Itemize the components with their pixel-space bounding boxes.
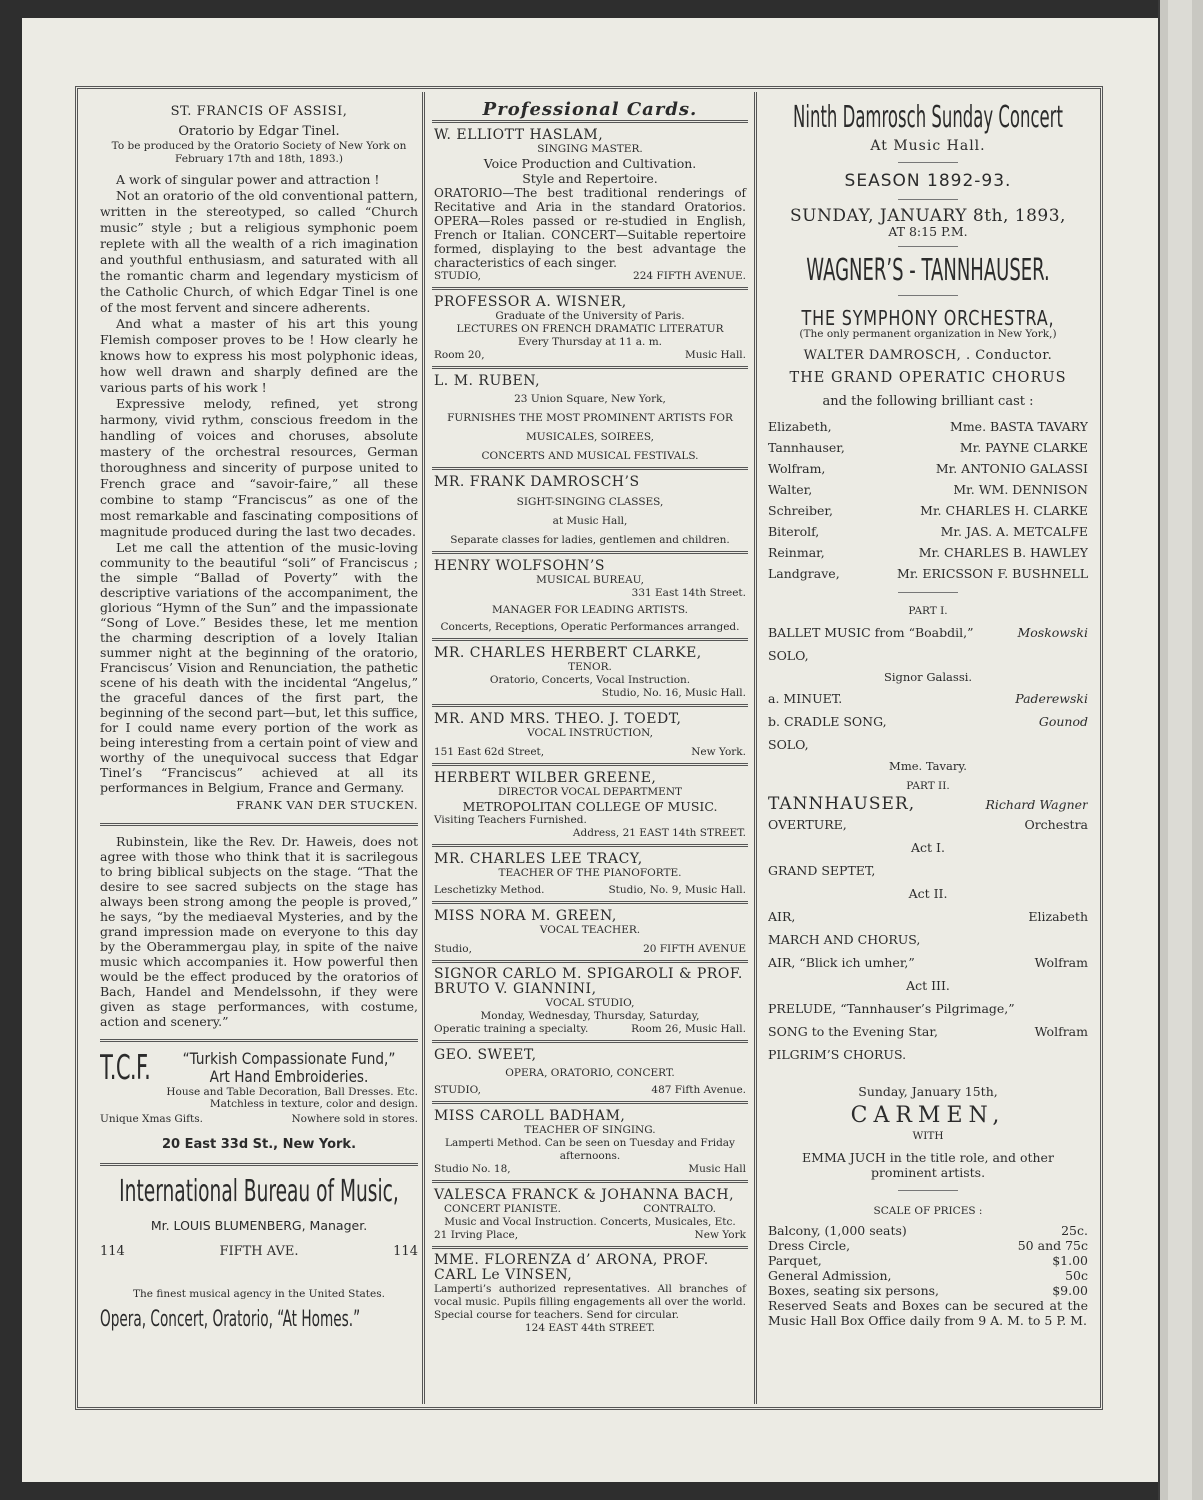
next-concert-date: Sunday, January 15th, [858, 1084, 998, 1099]
program-composer: Paderewski [1015, 691, 1088, 706]
program-performer: Wolfram [1034, 955, 1088, 970]
program-artist: Mme. Tavary. [889, 759, 967, 773]
card-footer [434, 943, 746, 956]
card-greene [432, 763, 748, 844]
program-item [768, 997, 1088, 1020]
card-footer-left: 151 East 62d Street, [434, 746, 545, 758]
card-footer-left: 21 Irving Place, [434, 1229, 519, 1241]
professional-cards-heading: Professional Cards. [482, 99, 698, 120]
article-note: To be produced by the Oratorio Society of New York on February 17th and 18th, 1893.) [111, 140, 407, 165]
concert-date: SUNDAY, JANUARY 8th, 1893, [790, 206, 1066, 226]
card-line: Concerts, Receptions, Operatic Performances arranged. [440, 621, 740, 633]
divider [898, 199, 958, 200]
cast-singer: Mr. PAYNE CLARKE [959, 440, 1088, 455]
ibm-street: FIFTH AVE. [219, 1244, 299, 1259]
article-paragraph: And what a master of his art this young Flemish composer proves to be ! How clearly he knows how to express his most polyphonic ideas, how well drawn and sharply defined are the various parts of his work ! [100, 316, 418, 395]
card-line: DIRECTOR VOCAL DEPARTMENT [497, 786, 683, 798]
program-composer: Moskowski [1017, 625, 1088, 640]
program-piece: OVERTURE, [768, 817, 847, 832]
price-label: Parquet, [768, 1253, 822, 1268]
card-line: 23 Union Square, New York, [514, 393, 666, 405]
card-ruben [432, 366, 748, 467]
divider [898, 592, 958, 593]
price-label: Dress Circle, [768, 1238, 851, 1253]
cast-singer: Mr. CHARLES B. HAWLEY [918, 545, 1088, 560]
card-wolfsohn [432, 551, 748, 638]
prices-heading: SCALE OF PRICES : [873, 1205, 983, 1217]
card-line: Visiting Teachers Furnished. [434, 814, 587, 826]
card-line: VOCAL INSTRUCTION, [527, 727, 653, 739]
program-piece: MARCH AND CHORUS, [768, 932, 921, 947]
act-heading: Act II. [908, 886, 948, 901]
card-footer-right: New York [694, 1229, 746, 1241]
cast-singer: Mme. BASTA TAVARY [950, 419, 1088, 434]
card-line: Voice Production and Cultivation. [483, 156, 697, 171]
cast-row [768, 416, 1088, 437]
divider [898, 1190, 958, 1191]
card-line: VOCAL TEACHER. [539, 924, 641, 936]
card-line: 331 East 14th Street. [631, 587, 746, 599]
price-row [768, 1283, 1088, 1298]
cast-singer: Mr. JAS. A. METCALFE [940, 524, 1088, 539]
price-label: Balcony, (1,000 seats) [768, 1223, 907, 1238]
part-heading: PART II. [906, 780, 950, 792]
next-concert-with: WITH [912, 1130, 944, 1142]
orchestra: THE SYMPHONY ORCHESTRA, [801, 306, 1055, 330]
card-footer [434, 270, 746, 283]
card-wisner [432, 287, 748, 366]
divider [898, 246, 958, 247]
card-footer [434, 1023, 746, 1036]
card-sweet [432, 1040, 748, 1101]
card-name: PROFESSOR A. WISNER, [434, 294, 627, 310]
card-line: 124 EAST 44th STREET. [524, 1322, 656, 1334]
card-footer-left: Studio No. 18, [434, 1163, 511, 1175]
program-item [768, 710, 1088, 733]
article-paragraph: Let me call the attention of the music-loving community to the beautiful “soli” of Franciscus ; the simple “Ballad of Poverty” with the descriptive variations of the accompaniment, the glorious “Hymn of the Sun” and the impassionate “Song of Love.” Besides these, let me mention the charming description of a lovely Italian summer night at the beginning of the oratorio, Franciscus’ Vision and Renunciation, the pathetic scene of his death with the incidental “Angelus,” the graceful dances of the first part, the beginning of the second part—but, let this suffice, for I could name every portion of the work as being interesting from a certain point of view and worthy of the unequivocal success that Edgar Tinel’s “Franciscus” achieved at all its performances in Belgium, France and Germany. [100, 540, 418, 795]
cast-singer: Mr. WM. DENNISON [953, 482, 1088, 497]
program-piece: SOLO, [768, 648, 809, 663]
card-line: SINGING MASTER. [537, 143, 643, 155]
card-line: Every Thursday at 11 a. m. [517, 336, 663, 348]
program-piece: PILGRIM’S CHORUS. [768, 1047, 907, 1062]
program-piece: AIR, [768, 909, 796, 924]
cast-role: Elizabeth, [768, 419, 832, 434]
card-green [432, 901, 748, 960]
program-composer: Richard Wagner [985, 797, 1088, 812]
card-line: OPERA, ORATORIO, CONCERT. [505, 1067, 675, 1079]
cast-role: Wolfram, [768, 461, 826, 476]
act-heading: Act I. [911, 840, 945, 855]
card-line: METROPOLITAN COLLEGE OF MUSIC. [462, 799, 718, 814]
cast-row [768, 542, 1088, 563]
card-line: CONCERTS AND MUSICAL FESTIVALS. [481, 450, 699, 462]
card-footer-left: STUDIO, [434, 1084, 481, 1096]
ibm-number-left: 114 [100, 1244, 125, 1259]
card-line: Lamperti’s authorized representatives. All branches of vocal music. Pupils filling engagements all over the world. Special course for teachers. Send for circular. [434, 1283, 746, 1321]
card-line: MUSICAL BUREAU, [536, 574, 644, 586]
program-title: WAGNER’S - TANNHAUSER. [806, 253, 1050, 288]
card-line [434, 1203, 746, 1216]
cast-singer: Mr. ERICSSON F. BUSHNELL [897, 566, 1088, 581]
card-line: TEACHER OF SINGING. [524, 1124, 656, 1136]
tcf-title: “Turkish Compassionate Fund,” [182, 1049, 396, 1068]
card-footer [434, 1084, 746, 1097]
act-heading: Act III. [906, 978, 950, 993]
card-toedt [432, 704, 748, 763]
card-footer-right: 20 FIFTH AVENUE [643, 943, 746, 955]
divider [898, 295, 958, 296]
cast-intro: and the following brilliant cast : [822, 394, 1034, 409]
program-piece: AIR, “Blick ich umher,” [768, 955, 915, 970]
program-piece: a. MINUET. [768, 691, 843, 706]
cast-row [768, 479, 1088, 500]
card-line: Graduate of the University of Paris. [495, 310, 685, 322]
orchestra-note: (The only permanent organization in New York,) [799, 328, 1057, 340]
program-item [768, 644, 1088, 667]
card-name: MR. CHARLES LEE TRACY, [434, 851, 643, 867]
program-item [768, 621, 1088, 644]
price-row [768, 1253, 1088, 1268]
divider [100, 1039, 418, 1042]
program-piece: SONG to the Evening Star, [768, 1024, 938, 1039]
card-name: MISS CAROLL BADHAM, [434, 1108, 626, 1124]
program-piece: TANNHAUSER, [768, 794, 916, 814]
cast-role: Landgrave, [768, 566, 840, 581]
card-line: TENOR. [568, 661, 612, 673]
column-right [768, 92, 1088, 1404]
card-line: Oratorio, Concerts, Vocal Instruction. [489, 674, 691, 686]
card-haslam [432, 120, 748, 287]
card-tracy [432, 844, 748, 901]
price-value: $9.00 [1052, 1283, 1088, 1298]
chorus: THE GRAND OPERATIC CHORUS [789, 370, 1067, 386]
price-value: 25c. [1061, 1223, 1088, 1238]
cast-row [768, 500, 1088, 521]
card-body: ORATORIO—The best traditional renderings of Recitative and Aria in the standard Oratorios. OPERA—Roles passed or re-studied in English, French or Italian. CONCERT—Suitable repertoire formed, displaying to the best advantage the characteristics of each singer. [434, 186, 746, 270]
card-line-left: CONCERT PIANISTE. [444, 1203, 561, 1215]
program-item [768, 1020, 1088, 1043]
card-spigaroli [432, 960, 748, 1040]
card-footer-left: Studio, [434, 943, 472, 955]
program-piece: BALLET MUSIC from “Boabdil,” [768, 625, 974, 640]
card-line: at Music Hall, [552, 515, 628, 527]
ibm-title: International Bureau of Music, [119, 1174, 399, 1209]
program-item [768, 796, 1088, 813]
article-subtitle: Oratorio by Edgar Tinel. [178, 124, 340, 139]
card-footer-left: Leschetizky Method. [434, 884, 545, 896]
program-piece: GRAND SEPTET, [768, 863, 876, 878]
part-heading: PART I. [908, 605, 948, 617]
card-name: HERBERT WILBER GREENE, [434, 770, 657, 786]
card-footer-left: Room 20, [434, 349, 485, 361]
tcf-advertisement [100, 1050, 418, 1110]
concert-venue: At Music Hall. [870, 138, 986, 154]
card-footer-right: Music Hall [688, 1163, 746, 1175]
program-item [768, 905, 1088, 928]
divider [100, 823, 418, 826]
article-paragraph: Not an oratorio of the old conventional pattern, written in the stereotyped, so called “Church music” style ; but a religious symphonic poem replete with all the wealth of a rich imagination and youthful enthusiasm, and saturated with all the romantic charm and legendary mysticism of the Catholic Church, of which Edgar Tinel is one of the most fervent and sincere adherents. [100, 188, 418, 315]
program-item [768, 1043, 1088, 1066]
conductor: WALTER DAMROSCH, . Conductor. [803, 348, 1053, 363]
card-footer-right: 224 FIFTH AVENUE. [633, 270, 746, 282]
page-fold [1168, 0, 1192, 1500]
cast-row [768, 563, 1088, 584]
card-name: GEO. SWEET, [434, 1047, 537, 1063]
card-footer-right: New York. [691, 746, 746, 758]
divider [898, 162, 958, 163]
card-footer-right: 487 Fifth Avenue. [651, 1084, 746, 1096]
card-footer [434, 349, 746, 362]
price-value: 50 and 75c [1017, 1238, 1088, 1253]
price-label: Boxes, seating six persons, [768, 1283, 940, 1298]
card-line: LECTURES ON FRENCH DRAMATIC LITERATUR [456, 323, 724, 335]
program-artist: Signor Galassi. [883, 670, 973, 684]
card-line-right: CONTRALTO. [643, 1203, 716, 1215]
program-item [768, 813, 1088, 836]
card-name: HENRY WOLFSOHN’S [434, 558, 605, 574]
tcf-subtitle: Art Hand Embroideries. [209, 1067, 369, 1086]
card-line: TEACHER OF THE PIANOFORTE. [498, 867, 682, 879]
next-concert-artists: EMMA JUCH in the title role, and other prominent artists. [802, 1150, 1054, 1180]
cast-row [768, 458, 1088, 479]
card-name: MR. AND MRS. THEO. J. TOEDT, [434, 711, 682, 727]
card-line: Lamperti Method. Can be seen on Tuesday and Friday afternoons. [444, 1137, 735, 1162]
card-arona [432, 1246, 748, 1339]
card-footer [434, 1163, 746, 1176]
card-line: MANAGER FOR LEADING ARTISTS. [491, 604, 689, 616]
price-row [768, 1268, 1088, 1283]
program-piece: PRELUDE, “Tannhauser’s Pilgrimage,” [768, 1001, 1015, 1016]
column-divider-2 [754, 92, 757, 1404]
reserved-seats-note: Reserved Seats and Boxes can be secured at the Music Hall Box Office daily from 9 A. M. to 5 P. M. [768, 1298, 1088, 1328]
card-name: MR. CHARLES HERBERT CLARKE, [434, 645, 702, 661]
ibm-number-right: 114 [393, 1244, 418, 1259]
card-footer-right: Music Hall. [685, 349, 746, 361]
tcf-stores: Nowhere sold in stores. [291, 1113, 418, 1125]
next-page-edge [1158, 0, 1203, 1500]
cast-role: Tannhauser, [768, 440, 845, 455]
card-name: SIGNOR CARLO M. SPIGAROLI & PROF. BRUTO V. GIANNINI, [434, 966, 743, 997]
ibm-description: The finest musical agency in the United States. [133, 1288, 385, 1300]
cast-row [768, 437, 1088, 458]
concert-season: SEASON 1892-93. [844, 171, 1012, 191]
card-name: L. M. RUBEN, [434, 373, 541, 389]
program-item [768, 687, 1088, 710]
card-footer [434, 746, 746, 759]
card-name: MISS NORA M. GREEN, [434, 908, 617, 924]
column-left [100, 92, 418, 1404]
article-paragraph: A work of singular power and attraction ! [116, 172, 380, 187]
program-item [768, 733, 1088, 756]
tcf-body [160, 1050, 418, 1110]
card-damrosch [432, 467, 748, 551]
card-line: Separate classes for ladies, gentlemen and children. [450, 534, 730, 546]
next-concert-title: CARMEN, [850, 1103, 1006, 1128]
price-label: General Admission, [768, 1268, 892, 1283]
column-middle [432, 92, 748, 1404]
card-footer-right: Room 26, Music Hall. [631, 1023, 746, 1035]
card-name: MR. FRANK DAMROSCH’S [434, 474, 640, 490]
card-line: MUSICALES, SOIREES, [525, 431, 655, 443]
price-value: 50c [1065, 1268, 1088, 1283]
card-line: VOCAL STUDIO, [545, 997, 635, 1009]
price-row [768, 1238, 1088, 1253]
card-name: W. ELLIOTT HASLAM, [434, 127, 604, 143]
card-line: FURNISHES THE MOST PROMINENT ARTISTS FOR [447, 412, 733, 424]
article-paragraph: Expressive melody, refined, yet strong harmony, vivid rythm, conscious freedom in the handling of voices and choruses, absolute mastery of the orchestral resources, German thoroughness and sincerity of purpose united to French grace and “savoir-faire,” all these combine to stamp “Franciscus” as one of the most remarkable and fascinating compositions of magnitude produced during the last two decades. [100, 396, 418, 539]
cast-singer: Mr. ANTONIO GALASSI [935, 461, 1088, 476]
card-name: VALESCA FRANCK & JOHANNA BACH, [434, 1187, 735, 1203]
card-footer-left: STUDIO, [434, 270, 481, 282]
program-performer: Wolfram [1034, 1024, 1088, 1039]
card-badham [432, 1101, 748, 1180]
card-clarke [432, 638, 748, 704]
cast-role: Biterolf, [768, 524, 820, 539]
tcf-logo: T.C.F. [100, 1048, 151, 1088]
article-signature: FRANK VAN DER STUCKEN. [236, 798, 418, 812]
card-line: Studio, No. 16, Music Hall. [601, 687, 746, 699]
ibm-manager: Mr. LOUIS BLUMENBERG, Manager. [150, 1218, 368, 1233]
cast-row [768, 521, 1088, 542]
rubinstein-paragraph: Rubinstein, like the Rev. Dr. Haweis, does not agree with those who think that it is sacrilegous to bring biblical subjects on the stage. “That the desire to see sacred subjects on the stage has always been strong among the people is proved,” he says, “by the mediaeval Mysteries, and by the grand impression made on everyone to this day by the Oberammergau play, in spite of the naive music which accompanies it. How powerful then would be the effect produced by the oratorios of Bach, Handel and Mendelssohn, if they were given as stage performances, with costume, action and scenery.” [100, 834, 418, 1029]
price-value: $1.00 [1052, 1253, 1088, 1268]
price-row [768, 1223, 1088, 1238]
program-item [768, 951, 1088, 974]
program-performer: Orchestra [1024, 817, 1088, 832]
card-name: MME. FLORENZA d’ ARONA, PROF. CARL Le VINSEN, [434, 1252, 709, 1283]
tcf-address: 20 East 33d St., New York. [161, 1137, 357, 1152]
program-item [768, 928, 1088, 951]
card-footer [434, 1229, 746, 1242]
cast-singer: Mr. CHARLES H. CLARKE [920, 503, 1088, 518]
tcf-gifts: Unique Xmas Gifts. [100, 1113, 204, 1125]
divider [100, 1163, 418, 1166]
program-performer: Elizabeth [1028, 909, 1088, 924]
cast-role: Schreiber, [768, 503, 833, 518]
program-item [768, 859, 1088, 882]
ibm-tagline: Opera, Concert, Oratorio, “At Homes.” [100, 1307, 361, 1332]
card-line: SIGHT-SINGING CLASSES, [516, 496, 664, 508]
program-composer: Gounod [1038, 714, 1088, 729]
card-line: Monday, Wednesday, Thursday, Saturday, [480, 1010, 700, 1022]
tcf-description: House and Table Decoration, Ball Dresses. Etc. Matchless in texture, color and design. [166, 1086, 418, 1110]
card-footer [434, 884, 746, 897]
cast-role: Walter, [768, 482, 813, 497]
tcf-footer [100, 1111, 418, 1127]
card-line: Address, 21 EAST 14th STREET. [572, 827, 746, 839]
program-piece: SOLO, [768, 737, 809, 752]
card-franck [432, 1180, 748, 1246]
card-line: Style and Repertoire. [522, 171, 658, 186]
card-footer-right: Studio, No. 9, Music Hall. [608, 884, 746, 896]
column-divider-1 [422, 92, 425, 1404]
concert-title: Ninth Damrosch Sunday Concert [793, 100, 1063, 135]
concert-time: AT 8:15 P.M. [888, 224, 968, 239]
card-footer-left: Operatic training a specialty. [434, 1023, 589, 1035]
ibm-address [100, 1244, 418, 1260]
cast-role: Reinmar, [768, 545, 825, 560]
card-line: Music and Vocal Instruction. Concerts, Musicales, Etc. [444, 1216, 736, 1228]
article-title: ST. FRANCIS OF ASSISI, [170, 104, 348, 119]
program-piece: b. CRADLE SONG, [768, 714, 887, 729]
